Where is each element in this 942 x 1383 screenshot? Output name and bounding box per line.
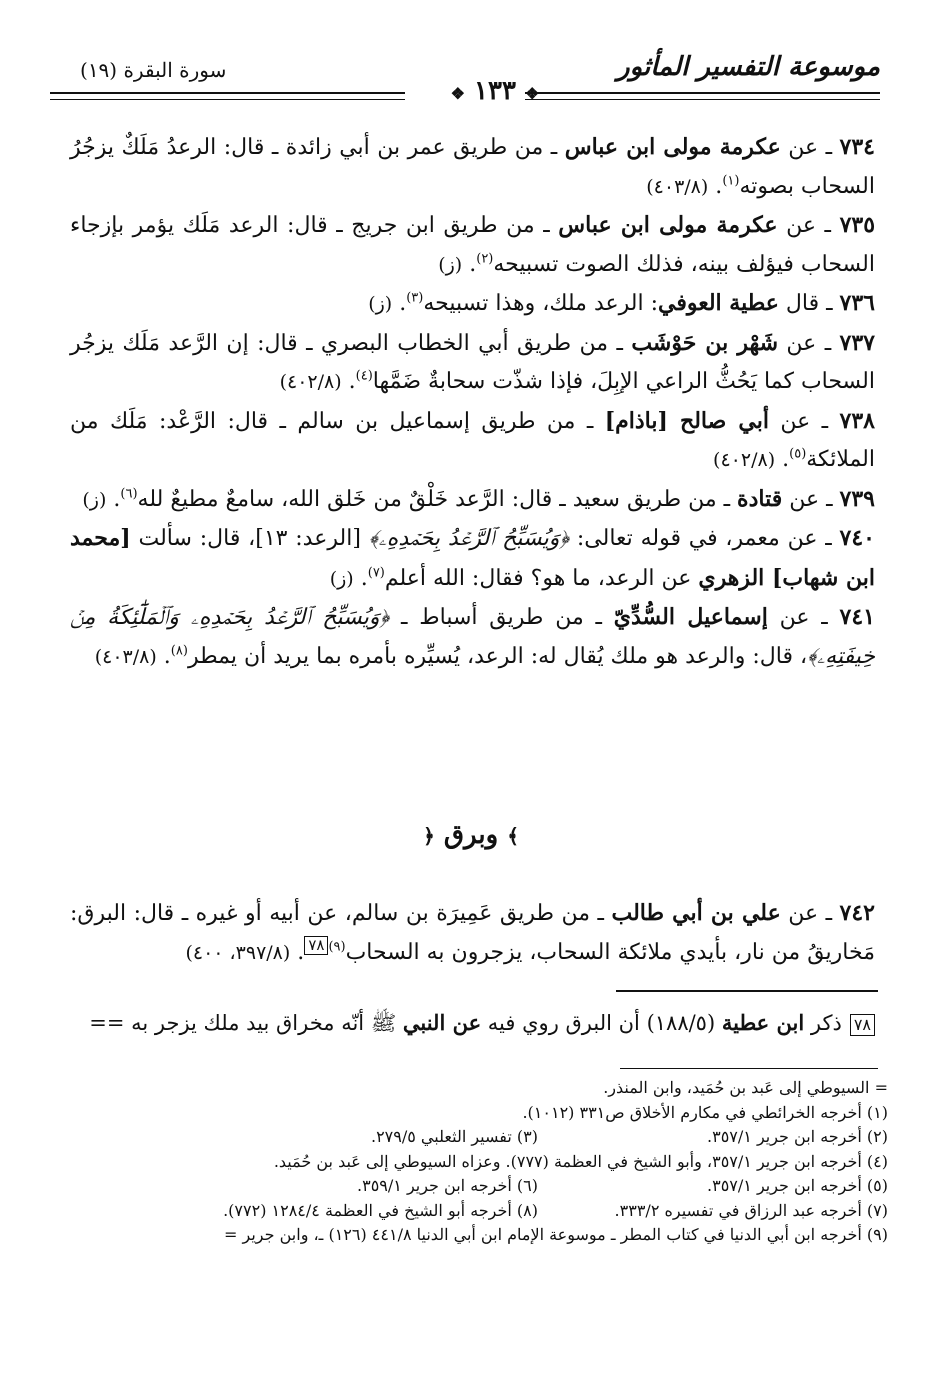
footnote-line: (٧) أخرجه عبد الرزاق في تفسيره ٣٣٣/٢. (٨) أخرجه أبو الشيخ في العظمة ١٢٨٤/٤ (٧٧٢). bbox=[223, 1200, 888, 1220]
footnote-marker: (١) bbox=[722, 173, 740, 189]
footnotes bbox=[40, 1076, 888, 1248]
footnote-line: = السيوطي إلى عَبد بن حُمَيد، وابن المنذر. bbox=[603, 1078, 888, 1097]
narration-734: ٧٣٤ ـ عن عكرمة مولى ابن عباس ـ من طريق عمر بن أبي زائدة ـ قال: الرعدُ مَلَكٌ يزجُرُ السحاب بصوته$^{(١)}$. (٤٠٣/٨) bbox=[70, 134, 875, 199]
book-title: موسوعة التفسير المأثور bbox=[617, 52, 880, 82]
editor-note-number: ٧٨ bbox=[850, 1014, 875, 1036]
reference: (ز) bbox=[329, 567, 354, 590]
ornament-icon: ﴾ bbox=[507, 824, 519, 848]
narration-738: ٧٣٨ ـ عن أبي صالح [باذام] ـ من طريق إسماعيل بن سالم ـ قال: الرَّعْد: مَلَك من الملائكة$^{(٥)}$. (٤٠٢/٨) bbox=[70, 407, 875, 472]
footnote-line: (٩) أخرجه ابن أبي الدنيا في كتاب المطر ـ موسوعة الإمام ابن أبي الدنيا ٤٤١/٨ (١٢٦) ـ، وابن جرير = bbox=[224, 1225, 888, 1244]
editor-note-marker: ٧٨ bbox=[304, 936, 328, 955]
header-rule-right bbox=[525, 92, 880, 100]
reference: (٤٠٢/٨) bbox=[279, 371, 342, 393]
reference: (ز) bbox=[82, 488, 107, 511]
ornament-icon: ❖ bbox=[450, 84, 465, 103]
footnote-marker: (٤) bbox=[355, 368, 373, 384]
footnote-marker: (٩) bbox=[328, 939, 346, 955]
narration-741: ٧٤١ ـ عن إسماعيل السُّدِّيّ ـ من طريق أسباط ـ ﴿وَيُسَبِّحُ ٱلرَّعۡدُ بِحَمۡدِهِۦ وَٱلۡمَلَٰٓئِكَةُ مِنۡ خِيفَتِهِۦ﴾، قال: والرعد هو ملك يُقال له: الرعد، يُسيِّره بأمره بما يريد أن يمطر$^{(٨)}$. (٤٠٣/٨) bbox=[70, 604, 875, 669]
quran-verse: ﴿وَيُسَبِّحُ ٱلرَّعۡدُ بِحَمۡدِهِۦ وَٱلۡمَلَٰٓئِكَةُ مِنۡ خِيفَتِهِۦ﴾ bbox=[70, 605, 875, 669]
narration-736: ٧٣٦ ـ قال عطية العوفي: الرعد ملك، وهذا تسبيحه$^{(٣)}$. (ز) bbox=[368, 290, 875, 316]
ornament-icon: ﴿ bbox=[423, 824, 435, 848]
footnote-marker: (٣) bbox=[406, 290, 424, 306]
narration-739: ٧٣٩ ـ عن قتادة ـ من طريق سعيد ـ قال: الرَّعد خَلْقٌ من خَلق الله، سامعٌ مطيعٌ لله$^{(٦)}$. (ز) bbox=[82, 485, 875, 512]
narration-740: ٧٤٠ ـ عن معمر، في قوله تعالى: ﴿وَيُسَبِّحُ ٱلرَّعۡدُ بِحَمۡدِهِۦ﴾ [الرعد: ١٣]، قال: سألت [محمد ابن شهاب] الزهري عن الرعد، ما هو؟ فقال: الله أعلم$^{(٧)}$. (ز) bbox=[70, 525, 875, 591]
footnote-line: (١) أخرجه الخرائطي في مكارم الأخلاق ص٣٣١ (١٠١٢). bbox=[522, 1102, 888, 1122]
reference: (ز) bbox=[438, 253, 463, 276]
reference: (ز) bbox=[368, 293, 393, 315]
reference: (٤٠٣/٨) bbox=[646, 175, 709, 198]
surah-label: سورة البقرة (١٩) bbox=[80, 58, 227, 82]
header-rule-left bbox=[50, 92, 405, 100]
page-number: ❖ ١٣٣ ❖ bbox=[450, 76, 540, 106]
quran-verse: ﴿وَيُسَبِّحُ ٱلرَّعۡدُ بِحَمۡدِهِۦ﴾ bbox=[368, 526, 570, 551]
footnote-marker: (٧) bbox=[367, 565, 385, 581]
narration-737: ٧٣٧ ـ عن شَهْر بن حَوْشَب ـ من طريق أبي الخطاب البصري ـ قال: إن الرَّعد مَلَك يزجُر السحاب كما يَحُثُّ الراعي الإبِلَ، فإذا شذّت سحابةٌ ضَمَّها$^{(٤)}$. (٤٠٢/٨) bbox=[70, 329, 875, 394]
footnote-marker: (٦) bbox=[120, 486, 138, 502]
reference: (٤٠٢/٨) bbox=[713, 449, 776, 471]
footnote-line: (٤) أخرجه ابن جرير ٣٥٧/١، وأبو الشيخ في العظمة (٧٧٧). وعزاه السيوطي إلى عَبد بن حُمَيد. bbox=[273, 1151, 888, 1171]
footnote-marker: (٢) bbox=[476, 251, 494, 267]
main-text-continued bbox=[70, 894, 875, 972]
footnotes-rule bbox=[620, 1068, 878, 1069]
main-text bbox=[70, 128, 875, 676]
footnote-marker: (٨) bbox=[170, 643, 188, 659]
reference: (٣٩٧/٨، ٤٠٠) bbox=[185, 941, 291, 964]
footnote-line: (٥) أخرجه ابن جرير ٣٥٧/١. (٦) أخرجه ابن جرير ٣٥٩/١. bbox=[357, 1176, 888, 1195]
footnote-line: (٢) أخرجه ابن جرير ٣٥٧/١. (٣) تفسير الثعلبي ٢٧٩/٥. bbox=[370, 1127, 888, 1146]
footnote-marker: (٥) bbox=[789, 446, 807, 462]
section-heading: ﴾ وبرق ﴿ bbox=[423, 820, 519, 850]
narration-742: ٧٤٢ ـ عن علي بن أبي طالب ـ من طريق عَمِيرَة بن سالم، عن أبيه أو غيره ـ قال: البرق: مَخاريقُ من نار، بأيدي ملائكة السحاب، يزجرون به السحاب$^{(٩)}$٧٨. (٣٩٧/٨، ٤٠٠) bbox=[70, 900, 875, 965]
narration-735: ٧٣٥ ـ عن عكرمة مولى ابن عباس ـ من طريق ابن جريج ـ قال: الرعد مَلَك يؤمر بإزجاء السحاب فيؤلف بينه، فذلك الصوت تسبيحه$^{(٢)}$. (ز) bbox=[70, 212, 876, 277]
editor-note-rule bbox=[616, 990, 878, 992]
reference: (٤٠٣/٨) bbox=[94, 645, 157, 668]
page-header bbox=[60, 52, 880, 112]
ornament-icon: ❖ bbox=[525, 84, 540, 103]
editor-note: ٧٨ذكر ابن عطية (١٨٨/٥) أن البرق روي فيه عن النبي ﷺ أنّه مخراق بيد ملك يزجر به == bbox=[40, 1006, 875, 1040]
